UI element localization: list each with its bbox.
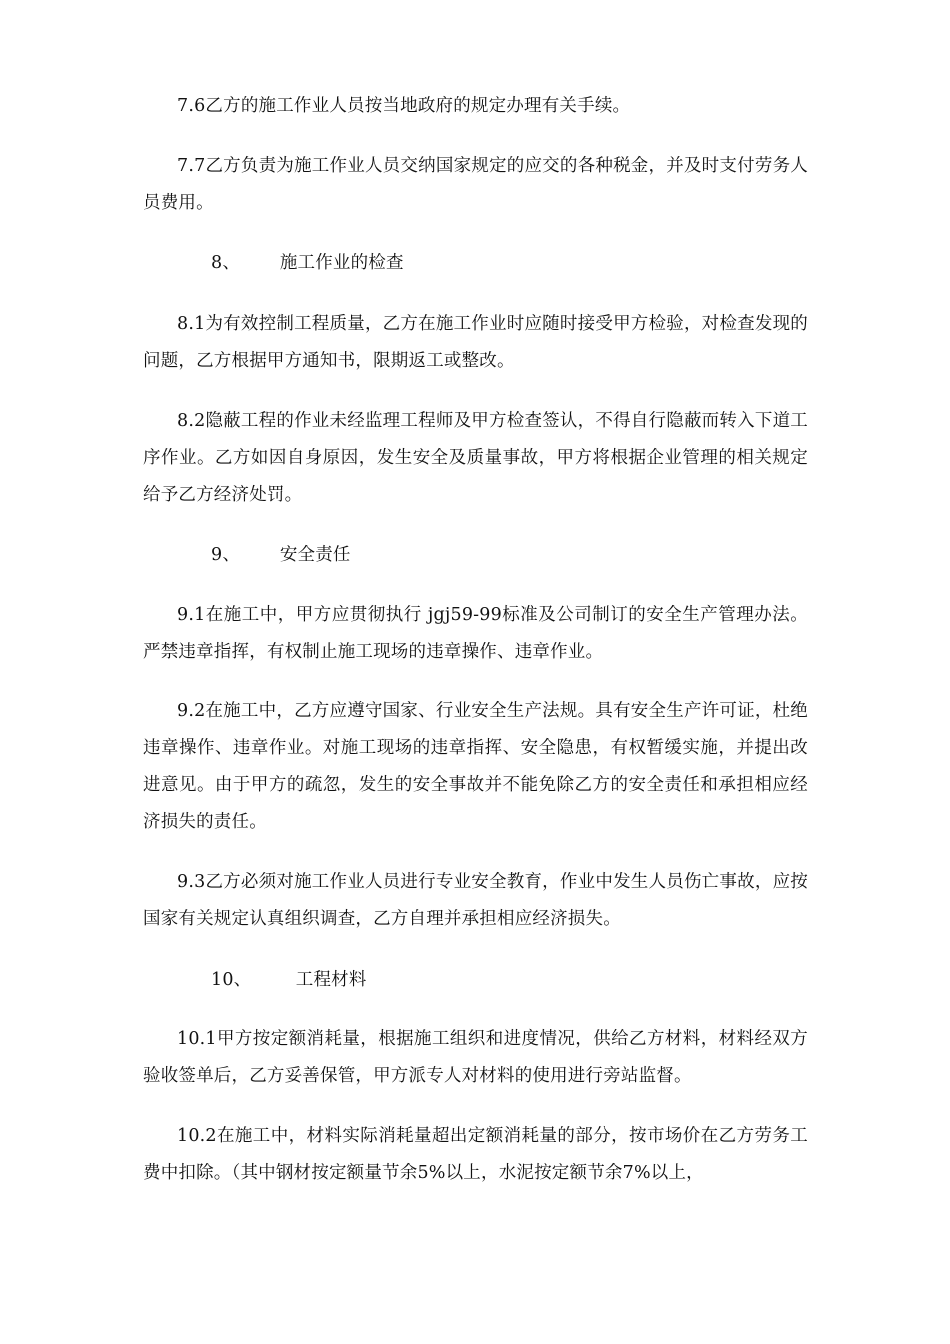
clause-8-1: 8.1为有效控制工程质量，乙方在施工作业时应随时接受甲方检验，对检查发现的问题，乙方根据甲方通知书，限期返工或整改。: [143, 314, 808, 371]
clause-7-7: 7.7乙方负责为施工作业人员交纳国家规定的应交的各种税金，并及时支付劳务人员费用。: [143, 156, 808, 213]
section-title: 工程材料: [295, 970, 367, 990]
clause-9-2: 9.2在施工中，乙方应遵守国家、行业安全生产法规。具有安全生产许可证，杜绝违章操作、违章作业。对施工现场的违章指挥、安全隐患，有权暂缓实施，并提出改进意见。由于甲方的疏忽，发生的安全事故并不能免除乙方的安全责任和承担相应经济损失的责任。: [143, 701, 808, 832]
clause-8-2: 8.2隐蔽工程的作业未经监理工程师及甲方检查签认，不得自行隐蔽而转入下道工序作业。乙方如因自身原因，发生安全及质量事故，甲方将根据企业管理的相关规定给予乙方经济处罚。: [143, 411, 808, 505]
clause-10-1: 10.1甲方按定额消耗量，根据施工组织和进度情况，供给乙方材料，材料经双方验收签单后，乙方妥善保管，甲方派专人对材料的使用进行旁站监督。: [143, 1029, 808, 1086]
clause-9-1: 9.1在施工中，甲方应贯彻执行 jgj59-99标准及公司制订的安全生产管理办法。严禁违章指挥，有权制止施工现场的违章操作、违章作业。: [143, 605, 808, 662]
section-8-heading: [143, 245, 808, 282]
clause-10-2: 10.2在施工中，材料实际消耗量超出定额消耗量的部分，按市场价在乙方劳务工费中扣除。（其中钢材按定额量节余5%以上，水泥按定额节余7%以上，: [143, 1126, 808, 1183]
section-number: 8、: [211, 253, 241, 273]
section-title: 安全责任: [279, 545, 351, 565]
clause-9-3: 9.3乙方必须对施工作业人员进行专业安全教育，作业中发生人员伤亡事故，应按国家有关规定认真组织调查，乙方自理并承担相应经济损失。: [143, 872, 808, 929]
section-10-heading: [143, 962, 808, 999]
section-number: 10、: [211, 970, 252, 990]
section-9-heading: [143, 537, 808, 574]
clause-7-6: 7.6乙方的施工作业人员按当地政府的规定办理有关手续。: [177, 96, 631, 116]
section-number: 9、: [211, 545, 241, 565]
section-title: 施工作业的检查: [279, 253, 404, 273]
